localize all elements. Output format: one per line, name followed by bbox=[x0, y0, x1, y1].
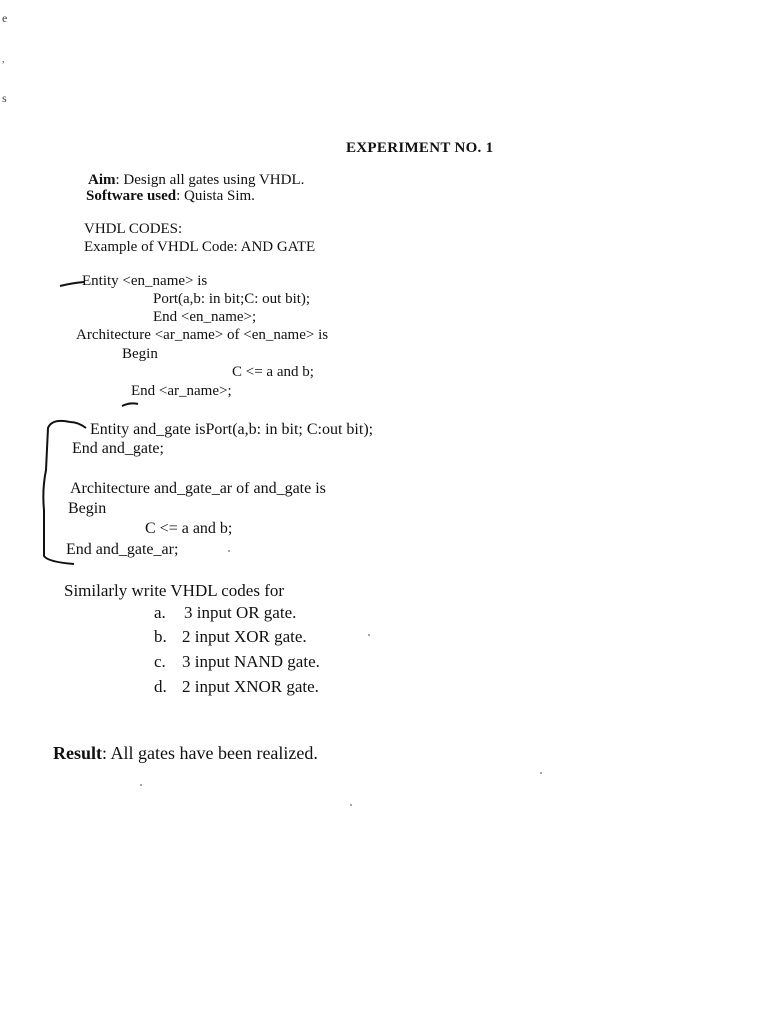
software-text: : Quista Sim. bbox=[176, 188, 255, 204]
code-line: Entity and_gate isPort(a,b: in bit; C:out bit); bbox=[90, 421, 374, 438]
codes-title: VHDL CODES: bbox=[84, 221, 183, 237]
code-line: Entity <en_name> is bbox=[82, 273, 208, 289]
svg-text:,: , bbox=[2, 54, 5, 65]
task-marker: b. bbox=[154, 627, 167, 646]
scan-speck bbox=[350, 804, 352, 806]
example-title: Example of VHDL Code: AND GATE bbox=[84, 239, 316, 255]
code-line: End <en_name>; bbox=[153, 309, 257, 325]
task-text: 3 input NAND gate. bbox=[182, 652, 320, 671]
scan-speck bbox=[368, 634, 370, 636]
code-line: Begin bbox=[122, 346, 158, 362]
scan-speck bbox=[140, 784, 142, 786]
svg-text:s: s bbox=[2, 91, 7, 105]
code-line: C <= a and b; bbox=[145, 520, 233, 537]
task-marker: c. bbox=[154, 652, 166, 671]
scan-speck bbox=[540, 772, 542, 774]
code-line: End and_gate; bbox=[72, 440, 164, 457]
svg-text:e: e bbox=[2, 11, 8, 25]
code-line: C <= a and b; bbox=[232, 364, 314, 380]
code-line: Begin bbox=[68, 500, 107, 517]
task-marker: a. bbox=[154, 603, 166, 622]
pen-tick-mark bbox=[122, 403, 138, 406]
task-text: 2 input XNOR gate. bbox=[182, 677, 319, 696]
aim-text: : Design all gates using VHDL. bbox=[115, 172, 305, 188]
software-label: Software used bbox=[86, 188, 177, 204]
similar-intro: Similarly write VHDL codes for bbox=[64, 581, 285, 600]
code-line: Architecture and_gate_ar of and_gate is bbox=[70, 480, 326, 497]
scan-speck bbox=[228, 550, 230, 552]
code-line: End <ar_name>; bbox=[131, 383, 232, 399]
software-line bbox=[86, 189, 255, 204]
aim-label: Aim bbox=[88, 172, 116, 188]
result-line bbox=[53, 744, 318, 762]
result-text: : All gates have been realized. bbox=[102, 743, 318, 763]
code-line: Port(a,b: in bit;C: out bit); bbox=[153, 291, 311, 307]
page-title: EXPERIMENT NO. 1 bbox=[346, 140, 494, 156]
result-label: Result bbox=[53, 743, 102, 763]
code-line: Architecture <ar_name> of <en_name> is bbox=[76, 327, 329, 343]
aim-line bbox=[88, 173, 304, 188]
task-text: 3 input OR gate. bbox=[184, 603, 297, 622]
task-marker: d. bbox=[154, 677, 167, 696]
pen-dash-mark bbox=[60, 282, 84, 286]
code-line: End and_gate_ar; bbox=[66, 541, 179, 558]
task-text: 2 input XOR gate. bbox=[182, 627, 307, 646]
